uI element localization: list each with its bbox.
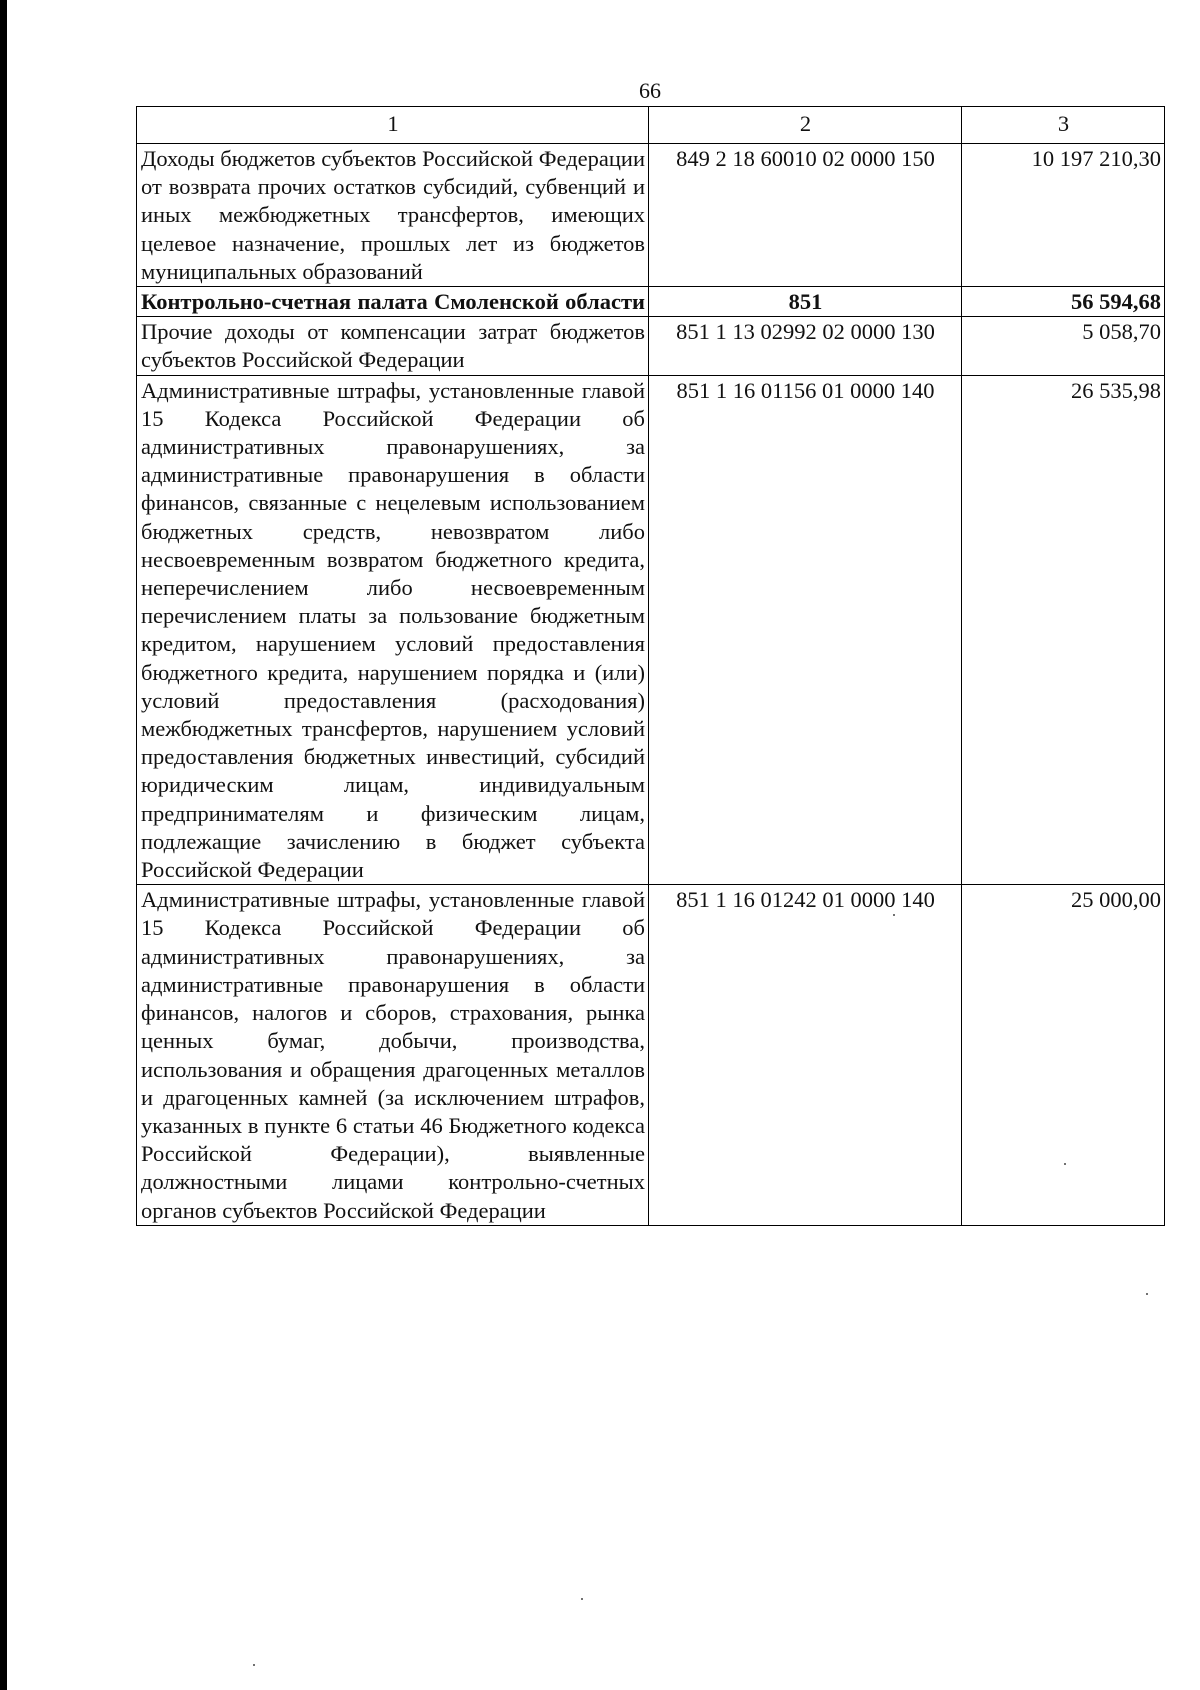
amount-cell: 5 058,70 [962,317,1165,375]
scan-speck [253,1664,255,1666]
revenue-name-cell: Административные штрафы, установленные главой 15 Кодекса Российской Федерации об административных правонарушениях, за административные правонарушения в области финансов, связанные с нецелевым использованием бюджетных средств, невозвратом либо несвоевременным возвратом бюджетного кредита, неперечислением либо несвоевременным перечислением платы за пользование бюджетным кредитом, нарушением условий предоставления бюджетного кредита, нарушением порядка и (или) условий предоставления (расходования) межбюджетных трансфертов, нарушением условий предоставления бюджетных инвестиций, субсидий юридическим лицам, индивидуальным предпринимателям и физическим лицам, подлежащие зачислению в бюджет субъекта Российской Федерации [137,375,649,885]
scan-speck [1146,1293,1148,1295]
column-header: 1 [137,107,649,144]
table-row [137,375,1165,885]
budget-code-cell: 851 [649,287,962,317]
scan-speck [1064,1163,1066,1165]
amount-cell: 56 594,68 [962,287,1165,317]
table-row-section [137,287,1165,317]
amount-cell: 10 197 210,30 [962,144,1165,287]
revenue-name-cell: Административные штрафы, установленные главой 15 Кодекса Российской Федерации об административных правонарушениях, за административные правонарушения в области финансов, налогов и сборов, страхования, рынка ценных бумаг, добычи, производства, использования и обращения драгоценных металлов и драгоценных камней (за исключением штрафов, указанных в пункте 6 статьи 46 Бюджетного кодекса Российской Федерации), выявленные должностными лицами контрольно-счетных органов субъектов Российской Федерации [137,885,649,1225]
page-number: 66 [639,78,661,103]
scan-speck [581,1598,583,1600]
amount-cell: 26 535,98 [962,375,1165,885]
budget-code-cell: 849 2 18 60010 02 0000 150 [649,144,962,287]
amount-cell: 25 000,00 [962,885,1165,1225]
table-row [137,885,1165,1225]
budget-code-cell: 851 1 13 02992 02 0000 130 [649,317,962,375]
column-header: 3 [962,107,1165,144]
revenue-table [136,106,1165,1226]
scan-speck [893,914,895,916]
column-header: 2 [649,107,962,144]
table-header-row [137,107,1165,144]
table-row [137,317,1165,375]
budget-code-cell: 851 1 16 01242 01 0000 140 [649,885,962,1225]
revenue-name-cell: Доходы бюджетов субъектов Российской Федерации от возврата прочих остатков субсидий, субвенций и иных межбюджетных трансфертов, имеющих целевое назначение, прошлых лет из бюджетов муниципальных образований [137,144,649,287]
table-row [137,144,1165,287]
page-left-edge [0,0,7,1690]
revenue-name-cell: Контрольно-счетная палата Смоленской области [137,287,649,317]
revenue-name-cell: Прочие доходы от компенсации затрат бюджетов субъектов Российской Федерации [137,317,649,375]
budget-code-cell: 851 1 16 01156 01 0000 140 [649,375,962,885]
